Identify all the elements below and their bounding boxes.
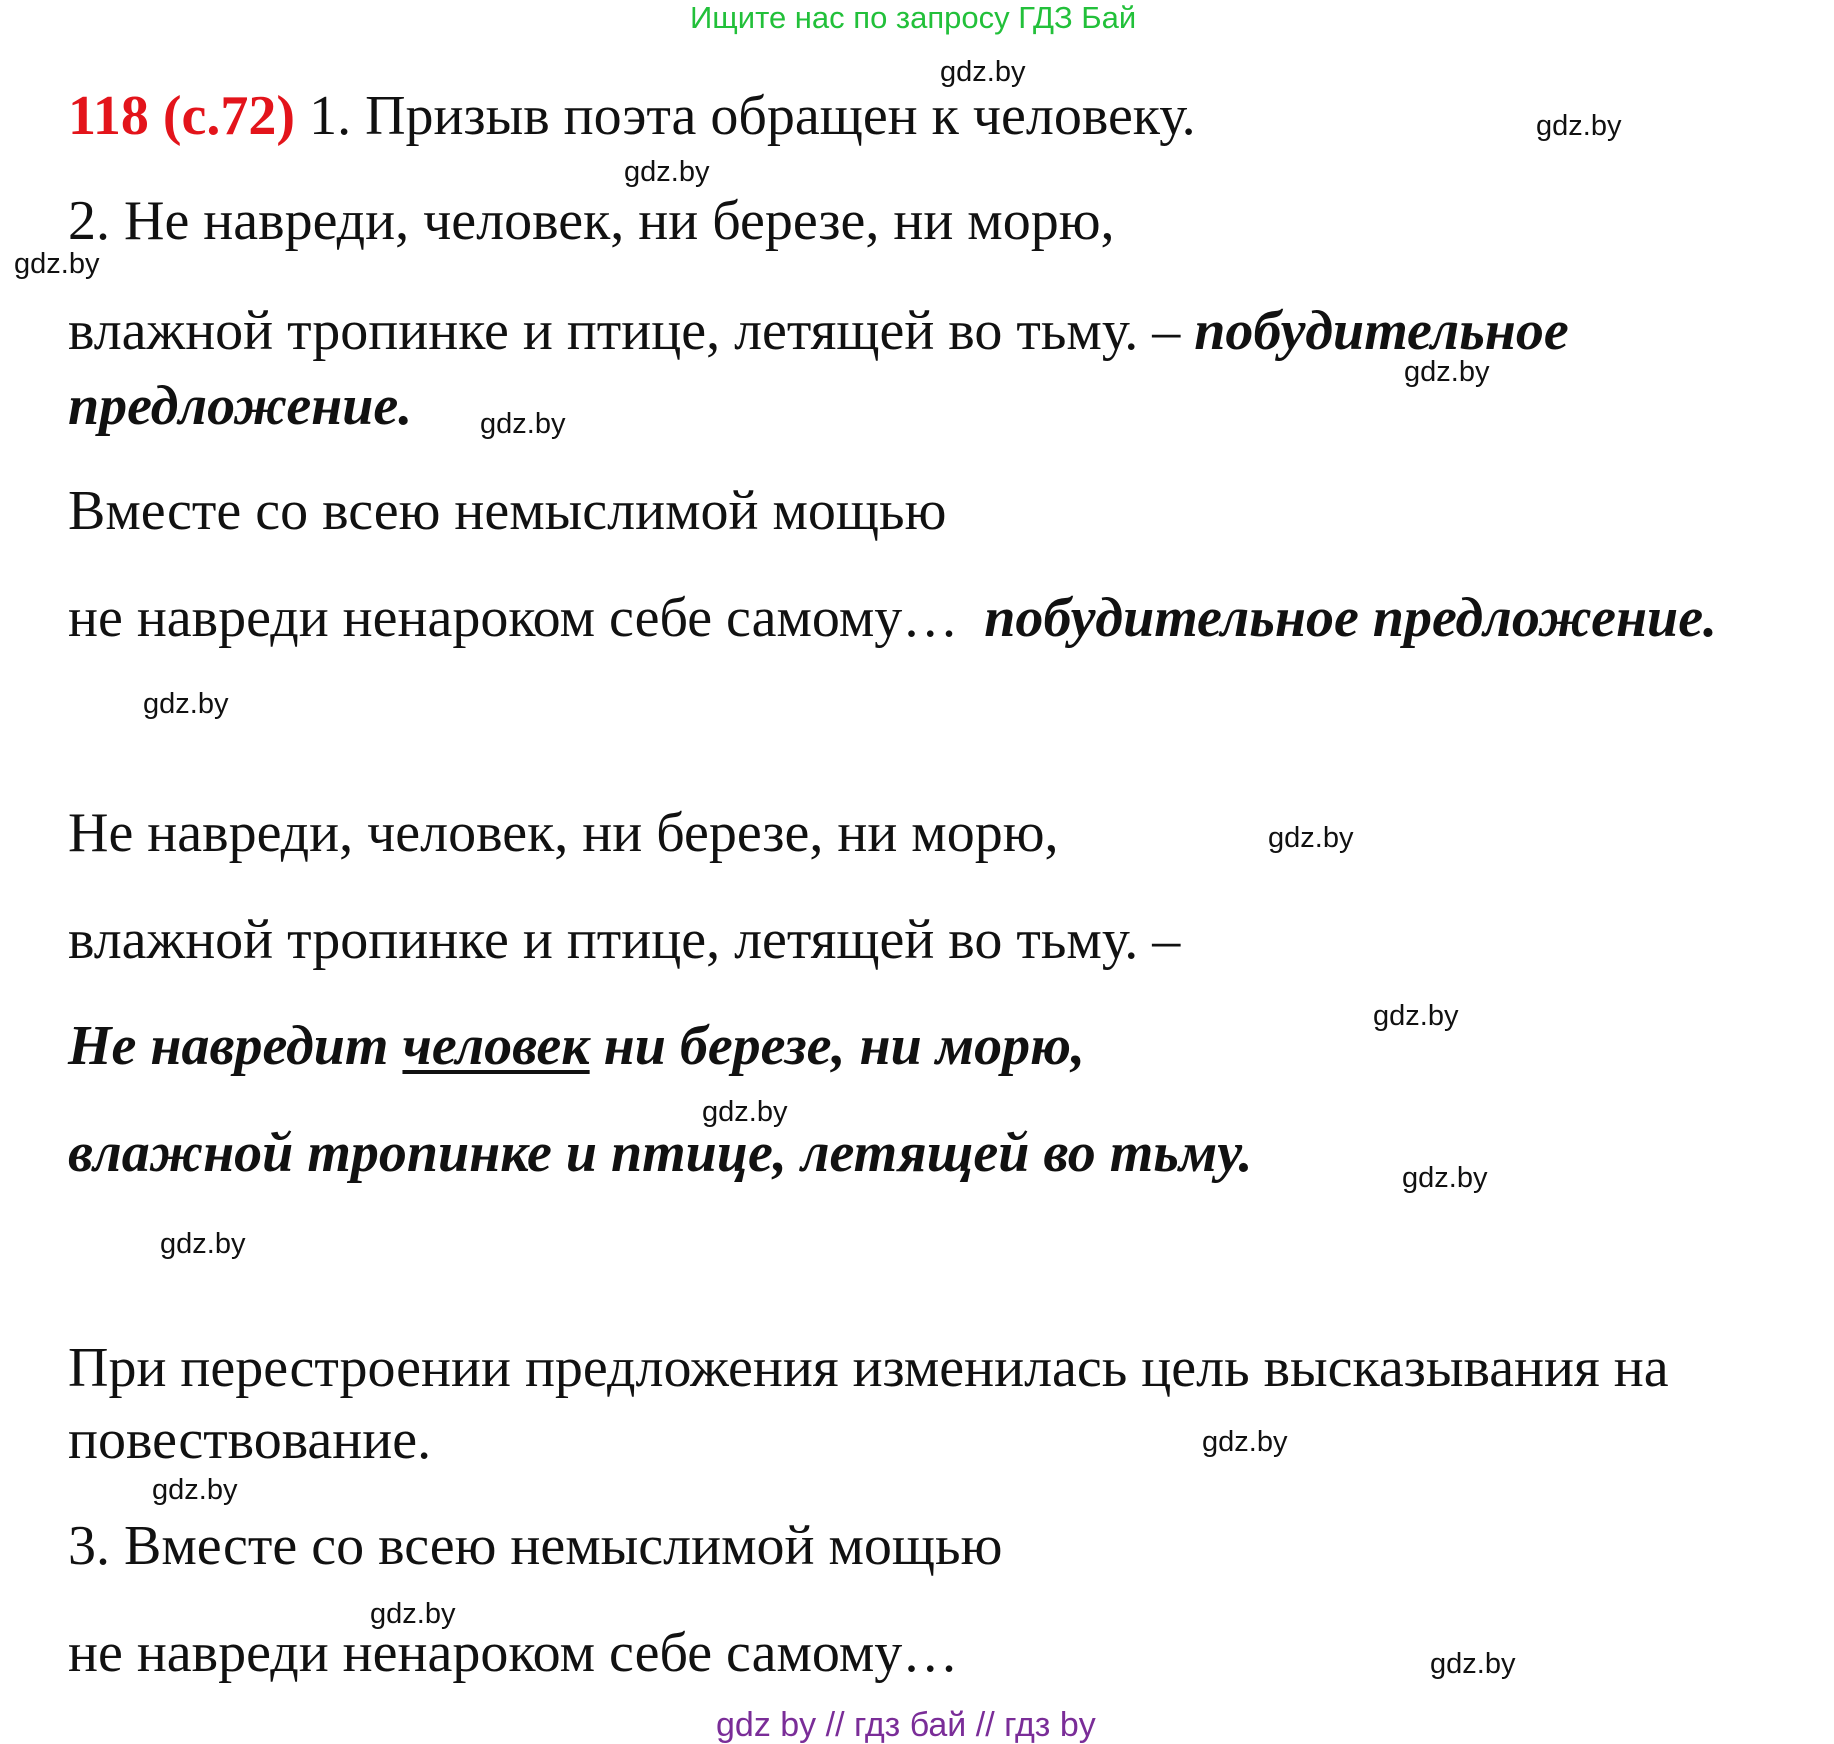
quote-answer: побудительное предложение. — [984, 587, 1718, 649]
item-3-line-1: 3. Вместе со всею немыслимой мощью — [68, 1515, 1003, 1577]
header-banner: Ищите нас по запросу ГДЗ Бай — [690, 0, 1137, 35]
watermark: gdz.by — [1536, 110, 1622, 142]
rebuilt-pre: Не навредит — [68, 1015, 389, 1077]
rebuilt-post: ни березе, ни морю, — [603, 1015, 1085, 1077]
quote-line-2-text: не навреди ненароком себе самому… — [68, 587, 959, 649]
block-2-line-1: Не навреди, человек, ни березе, ни морю, — [68, 802, 1059, 864]
rebuilt-sentence-line-1 — [68, 1015, 1085, 1077]
watermark: gdz.by — [14, 248, 100, 280]
block-2-line-2: влажной тропинке и птице, летящей во тьму. – — [68, 909, 1181, 971]
item-2-line-2 — [68, 300, 1569, 362]
item-2-answer-part-1: побудительное — [1194, 300, 1569, 362]
exercise-number: 118 (с.72) — [68, 85, 296, 147]
watermark: gdz.by — [152, 1474, 238, 1506]
watermark: gdz.by — [1402, 1162, 1488, 1194]
conclusion-line-1: При перестроении предложения изменилась цель высказывания на — [68, 1337, 1669, 1399]
watermark: gdz.by — [480, 408, 566, 440]
item-3-line-2: не навреди ненароком себе самому… — [68, 1622, 959, 1684]
quote-line-2 — [68, 587, 1718, 649]
watermark: gdz.by — [624, 156, 710, 188]
watermark: gdz.by — [702, 1096, 788, 1128]
watermark: gdz.by — [1430, 1648, 1516, 1680]
watermark: gdz.by — [143, 688, 229, 720]
watermark: gdz.by — [1404, 356, 1490, 388]
watermark: gdz.by — [370, 1598, 456, 1630]
footer-banner: gdz by // гдз бай // гдз by — [716, 1706, 1096, 1744]
rebuilt-subject: человек — [402, 1015, 590, 1077]
item-1-text: 1. Призыв поэта обращен к человеку. — [309, 85, 1196, 147]
watermark: gdz.by — [1268, 822, 1354, 854]
item-2-line-1: 2. Не навреди, человек, ни березе, ни морю, — [68, 190, 1115, 252]
conclusion-line-2: повествование. — [68, 1409, 432, 1471]
watermark: gdz.by — [1202, 1426, 1288, 1458]
watermark: gdz.by — [940, 56, 1026, 88]
watermark: gdz.by — [1373, 1000, 1459, 1032]
quote-line-1: Вместе со всею немыслимой мощью — [68, 480, 947, 542]
watermark: gdz.by — [160, 1228, 246, 1260]
item-2-answer-part-2: предложение. — [68, 375, 413, 437]
exercise-line-1 — [68, 85, 1196, 147]
rebuilt-sentence-line-2: влажной тропинке и птице, летящей во тьму. — [68, 1122, 1253, 1184]
item-2-line-2-text: влажной тропинке и птице, летящей во тьму. – — [68, 300, 1181, 362]
